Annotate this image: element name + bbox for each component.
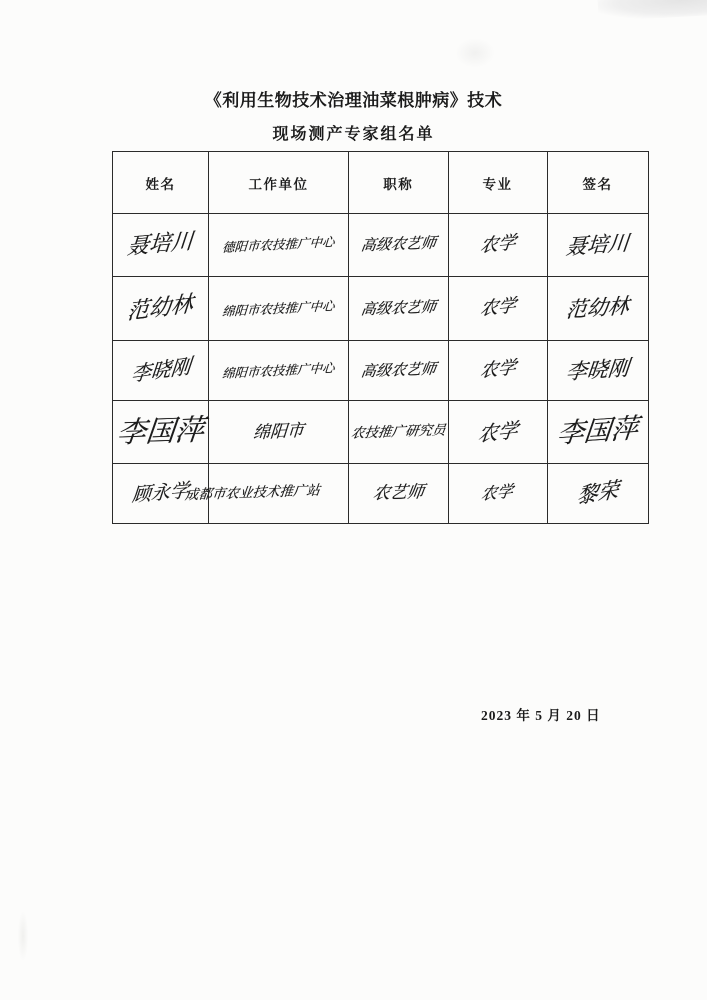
handwritten-name: 李晓刚 — [129, 353, 192, 387]
cell-major — [448, 341, 547, 401]
handwritten-name: 范幼林 — [126, 291, 195, 326]
header-name: 姓名 — [113, 152, 209, 214]
cell-major — [448, 277, 547, 341]
header-signature: 签名 — [547, 152, 648, 214]
cell-signature — [547, 214, 648, 277]
cell-name — [113, 277, 209, 341]
handwritten-name: 顾永学 — [131, 478, 190, 507]
handwritten-work-unit: 绵阳市农技推广中心 — [221, 359, 336, 381]
handwritten-job-title: 农艺师 — [371, 481, 426, 504]
handwritten-signature: 聂培川 — [564, 230, 631, 260]
scan-smudge-bottom-left — [18, 912, 28, 960]
document-subtitle: 现场测产专家组名单 — [272, 126, 435, 143]
handwritten-work-unit: 绵阳市农技推广中心 — [221, 297, 336, 319]
table-row — [113, 464, 649, 524]
cell-signature — [547, 464, 648, 524]
handwritten-signature: 李国萍 — [555, 413, 640, 451]
table-row — [113, 341, 649, 401]
handwritten-work-unit: 德阳市农技推广中心 — [221, 234, 336, 255]
cell-job-title — [349, 401, 449, 464]
table-row — [113, 401, 649, 464]
header-work-unit: 工作单位 — [209, 152, 349, 214]
handwritten-major: 农学 — [480, 481, 515, 504]
handwritten-work-unit: 成都市农业技术推广站 — [184, 483, 321, 504]
handwritten-major: 农学 — [478, 295, 517, 321]
handwritten-job-title: 高级农艺师 — [359, 297, 438, 318]
cell-signature — [547, 401, 648, 464]
cell-job-title — [349, 464, 449, 524]
header-job-title: 职称 — [349, 152, 449, 214]
handwritten-job-title: 农技推广研究员 — [350, 422, 447, 442]
handwritten-work-unit: 绵阳市 — [252, 420, 305, 443]
cell-major — [448, 214, 547, 277]
handwritten-name: 聂培川 — [126, 229, 195, 261]
handwritten-signature: 李晓刚 — [564, 356, 631, 385]
cell-signature — [547, 277, 648, 341]
handwritten-major: 农学 — [476, 417, 519, 446]
handwritten-signature: 范幼林 — [564, 294, 631, 323]
cell-work-unit — [209, 214, 349, 277]
table-row — [113, 214, 649, 277]
scan-smudge-center — [455, 38, 495, 68]
expert-roster-table — [112, 151, 649, 524]
handwritten-major: 农学 — [478, 357, 517, 383]
document-date: 2023 年 5 月 20 日 — [481, 708, 601, 723]
handwritten-job-title: 高级农艺师 — [359, 359, 438, 380]
table-header-row — [113, 152, 649, 214]
handwritten-job-title: 高级农艺师 — [359, 233, 438, 255]
cell-job-title — [349, 277, 449, 341]
cell-name — [113, 214, 209, 277]
cell-work-unit — [209, 277, 349, 341]
handwritten-signature: 黎荣 — [575, 477, 620, 510]
cell-name — [113, 401, 209, 464]
document-title: 《利用生物技术治理油菜根肿病》技术 — [204, 91, 503, 110]
cell-work-unit — [209, 401, 349, 464]
handwritten-name: 李国萍 — [115, 412, 206, 450]
table-row — [113, 277, 649, 341]
cell-work-unit — [184, 464, 349, 524]
cell-name — [113, 341, 209, 401]
handwritten-major: 农学 — [478, 231, 517, 257]
cell-signature — [547, 341, 648, 401]
cell-work-unit — [209, 341, 349, 401]
cell-job-title — [349, 214, 449, 277]
cell-major — [448, 401, 547, 464]
header-major: 专业 — [448, 152, 547, 214]
cell-job-title — [349, 341, 449, 401]
cell-major — [448, 464, 547, 524]
scan-smudge-top-right — [597, 0, 707, 21]
